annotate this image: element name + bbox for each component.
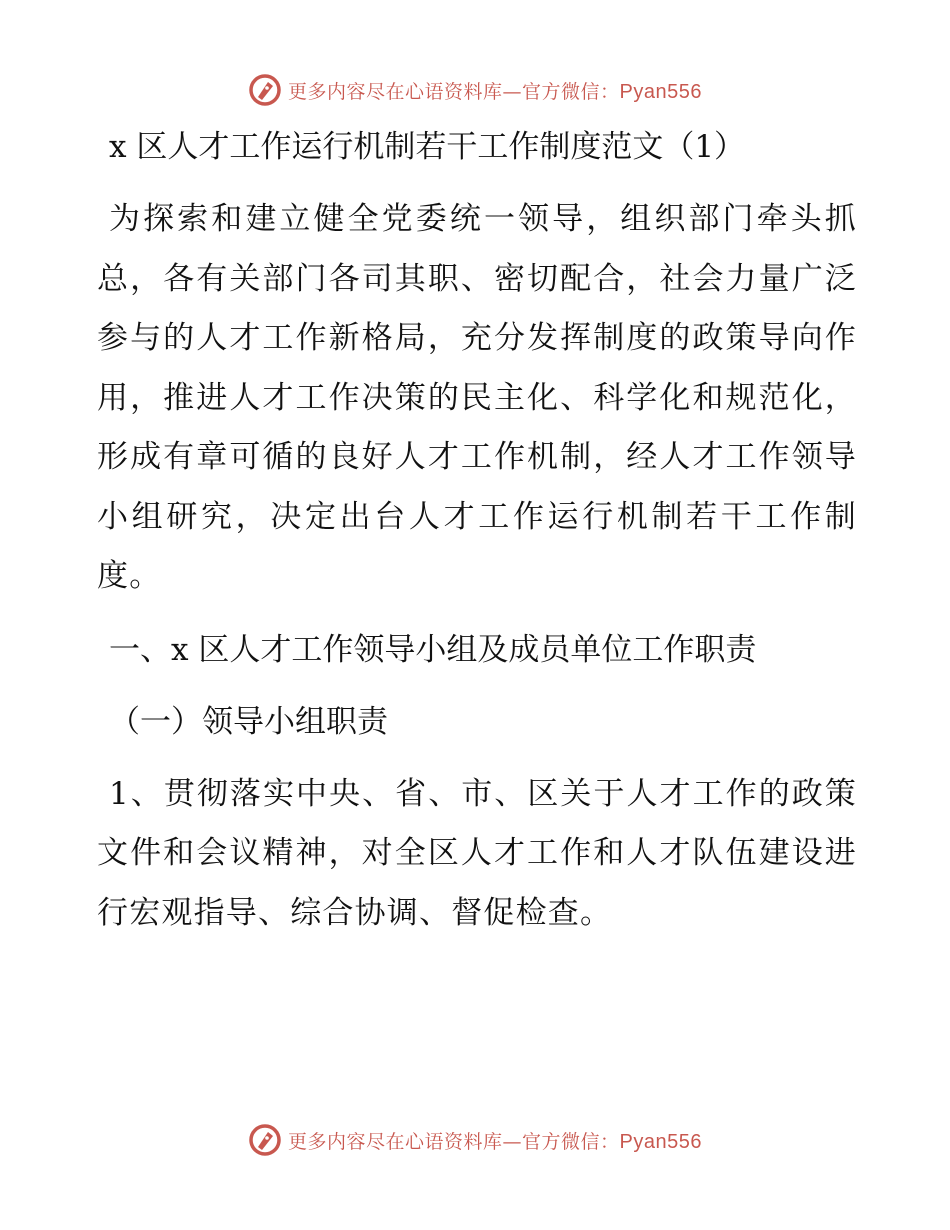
section-heading: 一、x 区人才工作领导小组及成员单位工作职责 — [109, 631, 757, 668]
list-item: 1、贯彻落实中央、省、市、区关于人才工作的政策文件和会议精神，对全区人才工作和人才队伍建设进行宏观指导、综合协调、督促检查。 — [97, 775, 857, 931]
intro-paragraph: 为探索和建立健全党委统一领导，组织部门牵头抓总，各有关部门各司其职、密切配合，社会力量广泛参与的人才工作新格局，充分发挥制度的政策导向作用，推进人才工作决策的民主化、科学化和规范化，形成有章可循的良好人才工作机制，经人才工作领导小组研究，决定出台人才工作运行机制若干工作制度。 — [97, 201, 857, 594]
pen-nib-circle-icon — [248, 73, 282, 107]
watermark-text: 更多内容尽在心语资料库—官方微信：Pyan556 — [288, 1130, 702, 1153]
watermark-text: 更多内容尽在心语资料库—官方微信：Pyan556 — [288, 80, 702, 103]
header-watermark — [0, 70, 950, 110]
document-title: x 区人才工作运行机制若干工作制度范文（1） — [109, 129, 746, 165]
subsection-heading: （一）领导小组职责 — [109, 703, 388, 740]
pen-nib-circle-icon — [248, 1123, 282, 1157]
document-body — [97, 118, 857, 943]
footer-watermark — [0, 1120, 950, 1160]
